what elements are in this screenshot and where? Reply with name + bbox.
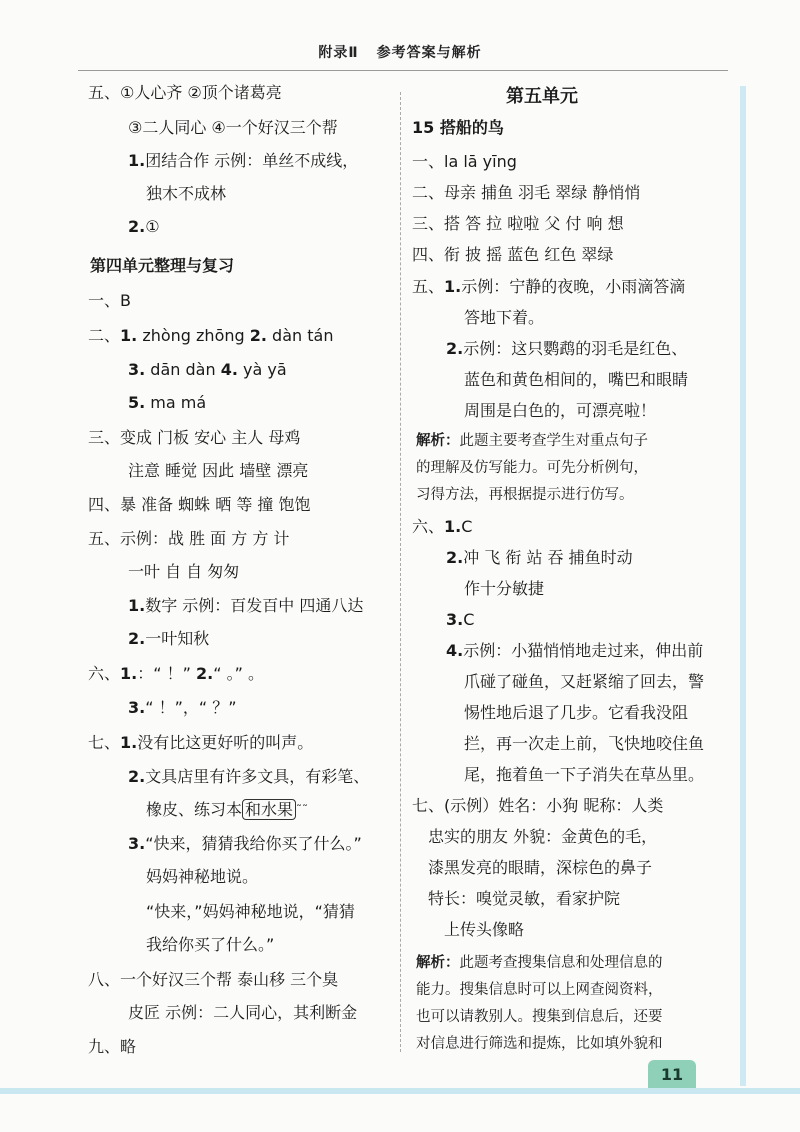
right-line: 4.示例：小猫悄悄地走过来，伸出前 xyxy=(446,641,704,660)
analysis-label: 解析： xyxy=(416,433,460,449)
page-number: 11 xyxy=(648,1060,696,1090)
analysis-block: 解析：此题主要考查学生对重点句子 的理解及仿写能力。可先分析例句， 习得方法，再根据提示进行仿写。 xyxy=(416,433,648,503)
right-line: 五、1.示例：宁静的夜晚，小雨滴答滴 xyxy=(412,277,686,296)
left-line: 八、一个好汉三个帮 泰山移 三个臭 xyxy=(88,970,339,989)
left-line: “快来，”妈妈神秘地说，“猜猜 xyxy=(146,902,355,921)
left-line: 二、1. zhòng zhōng 2. dàn tán xyxy=(88,326,334,345)
left-line: 一叶 自 自 匆匆 xyxy=(128,562,240,581)
right-line: 特长：嗅觉灵敏，看家护院 xyxy=(428,889,621,908)
left-line: 橡皮、练习本 和水果 ˜˜ xyxy=(146,800,309,819)
left-line: 一、B xyxy=(88,291,131,310)
right-line: 拦，再一次走上前，飞快地咬住鱼 xyxy=(464,734,705,753)
right-line: 周围是白色的，可漂亮啦！ xyxy=(464,401,657,420)
right-line: 六、1.C xyxy=(412,517,473,536)
right-line: 上传头像略 xyxy=(444,920,525,939)
lesson-title: 15 搭船的鸟 xyxy=(412,118,504,137)
right-line: 三、搭 答 拉 啦啦 父 付 响 想 xyxy=(412,214,624,233)
right-line: 四、衔 披 摇 蓝色 红色 翠绿 xyxy=(412,245,614,264)
left-line: 3. dān dàn 4. yà yā xyxy=(128,360,287,379)
left-line: 2.文具店里有许多文具，有彩笔、 xyxy=(128,767,370,786)
left-line: 五、①人心齐 ②顶个诸葛亮 xyxy=(88,83,282,102)
unit-title: 第五单元 xyxy=(506,86,578,107)
page-header xyxy=(0,42,800,62)
left-line: 3.“快来，猜猜我给你买了什么。” xyxy=(128,834,362,853)
section-title: 第四单元整理与复习 xyxy=(90,256,235,275)
right-line: 七、(示例）姓名：小狗 昵称：人类 xyxy=(412,796,664,815)
left-line: 1.团结合作 示例：单丝不成线， xyxy=(128,151,359,170)
header-appendix: 附录Ⅱ xyxy=(318,45,359,61)
right-line: 漆黑发亮的眼睛，深棕色的鼻子 xyxy=(428,858,653,877)
right-line: 爪碰了碰鱼，又赶紧缩了回去，警 xyxy=(464,672,705,691)
left-line: 妈妈神秘地说。 xyxy=(146,867,259,886)
page-edge-bar xyxy=(740,86,746,1086)
right-line: 尾，拖着鱼一下子消失在草丛里。 xyxy=(464,765,705,784)
right-line: 蓝色和黄色相间的，嘴巴和眼睛 xyxy=(464,370,689,389)
page-bottom-bar xyxy=(0,1088,800,1094)
left-line: 2.① xyxy=(128,217,160,236)
right-line: 二、母亲 捕鱼 羽毛 翠绿 静悄悄 xyxy=(412,183,641,202)
left-line: 五、示例：战 胜 面 方 方 计 xyxy=(88,529,290,548)
left-line: 六、1.：“ ！” 2.“ 。” 。 xyxy=(88,664,264,683)
header-title: 参考答案与解析 xyxy=(376,45,482,61)
left-line: 九、略 xyxy=(88,1037,137,1056)
left-line: 独木不成林 xyxy=(146,184,227,203)
left-line: 七、1.没有比这更好听的叫声。 xyxy=(88,733,314,752)
right-line: 3.C xyxy=(446,610,475,629)
analysis-block: 解析：此题考查搜集信息和处理信息的 能力。搜集信息时可以上网查阅资料， 也可以请教别人。搜集到信息后，还要 对信息进行筛选和提炼，比如填外貌和 xyxy=(416,955,663,1052)
left-line: 注意 睡觉 因此 墙壁 漂亮 xyxy=(128,461,309,480)
left-line: 三、变成 门板 安心 主人 母鸡 xyxy=(88,428,301,447)
left-line: 皮匠 示例：二人同心，其利断金 xyxy=(128,1003,358,1022)
column-divider xyxy=(400,92,401,1052)
right-line: 作十分敏捷 xyxy=(464,579,545,598)
analysis-label: 解析： xyxy=(416,955,460,971)
right-line: 2.冲 飞 衔 站 吞 捕鱼时动 xyxy=(446,548,633,567)
left-line: 1.数字 示例：百发百中 四通八达 xyxy=(128,596,364,615)
correction-mark: ˜˜ xyxy=(296,803,309,817)
right-line: 答地下着。 xyxy=(464,308,545,327)
right-line: 一、la lā yīng xyxy=(412,152,517,171)
left-line: 2.一叶知秋 xyxy=(128,629,210,648)
right-line: 忠实的朋友 外貌：金黄色的毛， xyxy=(428,827,658,846)
left-line: 5. ma má xyxy=(128,393,207,412)
correction-box: 和水果 xyxy=(242,799,296,820)
header-rule xyxy=(78,70,728,71)
right-line: 惕性地后退了几步。它看我没阻 xyxy=(464,703,689,722)
left-line: ③二人同心 ④一个好汉三个帮 xyxy=(128,118,338,137)
left-line: 3.“ ！”，“ ？” xyxy=(128,698,237,717)
right-line: 2.示例：这只鹦鹉的羽毛是红色、 xyxy=(446,339,688,358)
left-line: 四、暴 准备 蜘蛛 晒 等 撞 饱饱 xyxy=(88,495,311,514)
left-line: 我给你买了什么。” xyxy=(146,935,275,954)
